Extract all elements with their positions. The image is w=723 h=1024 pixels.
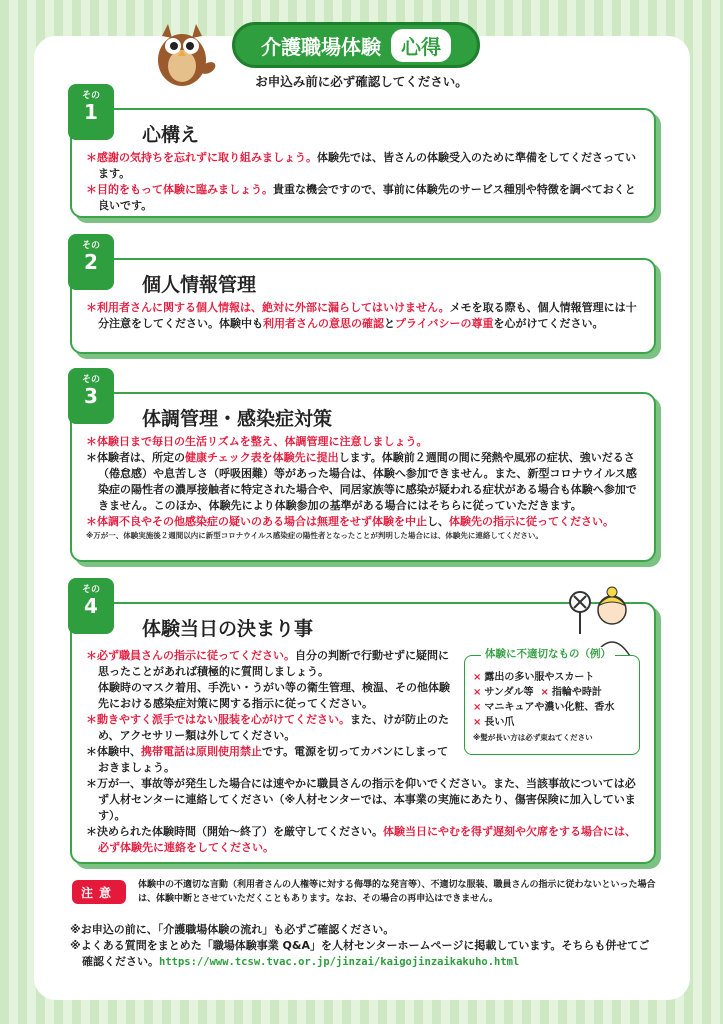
section-1-item-1: ＊感謝の気持ちを忘れずに取り組みましょう。体験先では、皆さんの体験受入のために準備をしてくださっています。 [86, 151, 636, 180]
footer-notes [70, 922, 660, 970]
section-3-item-3: ＊体調不良やその他感染症の疑いのある場合は無理をせず体験を中止し、体験先の指示に従ってください。 [86, 515, 614, 528]
ng-box-note: ※髪が長い方は必ず束ねてください [473, 733, 593, 742]
badge-number: 3 [84, 384, 98, 408]
section-3-item-1: ＊体験日まで毎日の生活リズムを整え、体調管理に注意しましょう。 [86, 435, 428, 448]
x-mark-icon: × [473, 717, 482, 728]
section-1-items [86, 150, 640, 214]
section-3-item-2: ＊体験者は、所定の健康チェック表を体験先に提出します。体験前２週間の間に発熱や風邪の症状、強いだるさ（倦怠感）や息苦しさ（呼吸困難）等があった場合は、体験へ参加できません。また、新型コロナウイルス感染症の陽性者の濃厚接触者に特定された場合や、同居家族等に感染が疑われる症状がある場合も体験へ参加できません。このほか、体験先により体験参加の基準がある場合にはそちらに従っていただきます。 [86, 451, 637, 512]
ng-row-3: × マニキュアや濃い化粧、香水 [473, 702, 615, 713]
x-mark-icon: × [473, 687, 482, 698]
section-4-title: 体験当日の決まり事 [142, 618, 314, 640]
badge-sono: その [81, 241, 100, 251]
footer-line-1: ※お申込の前に、「介護職場体験の流れ」も必ずご確認ください。 [70, 923, 395, 936]
section-3-title: 体調管理・感染症対策 [142, 408, 333, 430]
badge-sono: その [81, 91, 100, 101]
section-4-badge [68, 578, 114, 634]
section-4-item-4: ＊万が一、事故等が発生した場合には速やかに職員さんの指示を仰いでください。また、当該事故については必ず人材センターに連絡してください（※人材センターでは、本事業の実施にあたり、傷害保険に加入しています）。 [86, 777, 636, 822]
person-with-no-sign-icon [566, 584, 638, 656]
badge-number: 1 [84, 100, 98, 124]
section-4-item-1b: 体験時のマスク着用、手洗い・うがい等の衛生管理、検温、その他体験先における感染症対策に関する指示に従ってください。 [98, 681, 450, 710]
page-subtitle: お申込み前に必ず確認してください。 [255, 74, 468, 89]
homepage-link[interactable]: https://www.tcsw.tvac.or.jp/jinzai/kaigojinzaikakuho.html [159, 956, 520, 968]
section-1-badge [68, 84, 114, 140]
badge-sono: その [81, 375, 100, 385]
section-2-item-1: ＊利用者さんに関する個人情報は、絶対に外部に漏らしてはいけません。メモを取る際も、個人情報管理には十分注意をしてください。体験中も利用者さんの意思の確認とプライバシーの尊重を心がけてください。 [86, 301, 637, 330]
inappropriate-items-box [464, 648, 640, 755]
section-4-item-5: ＊決められた体験時間（開始～終了）を厳守してください。体験当日にやむを得ず遅刻や欠席をする場合には、必ず体験先に連絡をしてください。 [86, 825, 636, 854]
badge-number: 4 [84, 594, 98, 618]
title-accent: 心得 [391, 29, 451, 62]
section-3-note: ※万が一、体験実施後２週間以内に新型コロナウイルス感染症の陽性者となったことが判明した場合には、体験先に連絡してください。 [86, 531, 543, 540]
caution-label: 注意 [72, 880, 126, 904]
section-4-items-bottom [86, 776, 640, 856]
ng-box-title: 体験に不適切なもの（例） [481, 647, 615, 662]
title-text: 介護職場体験 [261, 34, 381, 59]
footer-line-2: ※よくある質問をまとめた「職場体験事業 Q&A」を人材センターホームページに掲載しています。そちらも併せてご確認ください。https://www.tcsw.tvac.or.jp/jinzai/kaigojinzaikakuho.html [70, 939, 650, 968]
ng-row-2: × サンダル等 × 指輪や時計 [473, 687, 602, 698]
section-2-title: 個人情報管理 [142, 274, 257, 296]
section-4-items-left [86, 648, 458, 776]
section-1-title: 心構え [142, 124, 200, 146]
section-1-item-2: ＊目的をもって体験に臨みましょう。貴重な機会ですので、事前に体験先のサービス種別や特徴を調べておくと良いです。 [86, 183, 636, 212]
ng-row-1: × 露出の多い服やスカート [473, 672, 595, 683]
x-mark-icon: × [540, 687, 549, 698]
x-mark-icon: × [473, 672, 482, 683]
section-3-card [70, 375, 656, 562]
section-2-badge [68, 234, 114, 290]
page-title [232, 22, 480, 68]
section-3-badge [68, 368, 114, 424]
badge-sono: その [81, 585, 100, 595]
ng-row-4: × 長い爪 [473, 717, 515, 728]
section-4-item-3: ＊体験中、携帯電話は原則使用禁止です。電源を切ってカバンにしまっておきましょう。 [86, 745, 449, 774]
section-4-item-1: ＊必ず職員さんの指示に従ってください。自分の判断で行動せずに疑問に思ったことがあれば積極的に質問しましょう。 [86, 649, 449, 678]
section-3-items [86, 434, 640, 542]
badge-number: 2 [84, 250, 98, 274]
section-1-card [70, 91, 656, 218]
x-mark-icon: × [473, 702, 482, 713]
section-2-items [86, 300, 640, 332]
section-2-card [70, 241, 656, 354]
section-4-item-2: ＊動きやすく派手ではない服装を心がけてください。また、けが防止のため、アクセサリー類は外してください。 [86, 713, 449, 742]
caution-text: 体験中の不適切な言動（利用者さんの人権等に対する侮辱的な発言等）、不適切な服装、職員さんの指示に従わないといった場合は、体験中断とさせていただくこともあります。なお、その場合の再申込はできません。 [138, 880, 656, 904]
